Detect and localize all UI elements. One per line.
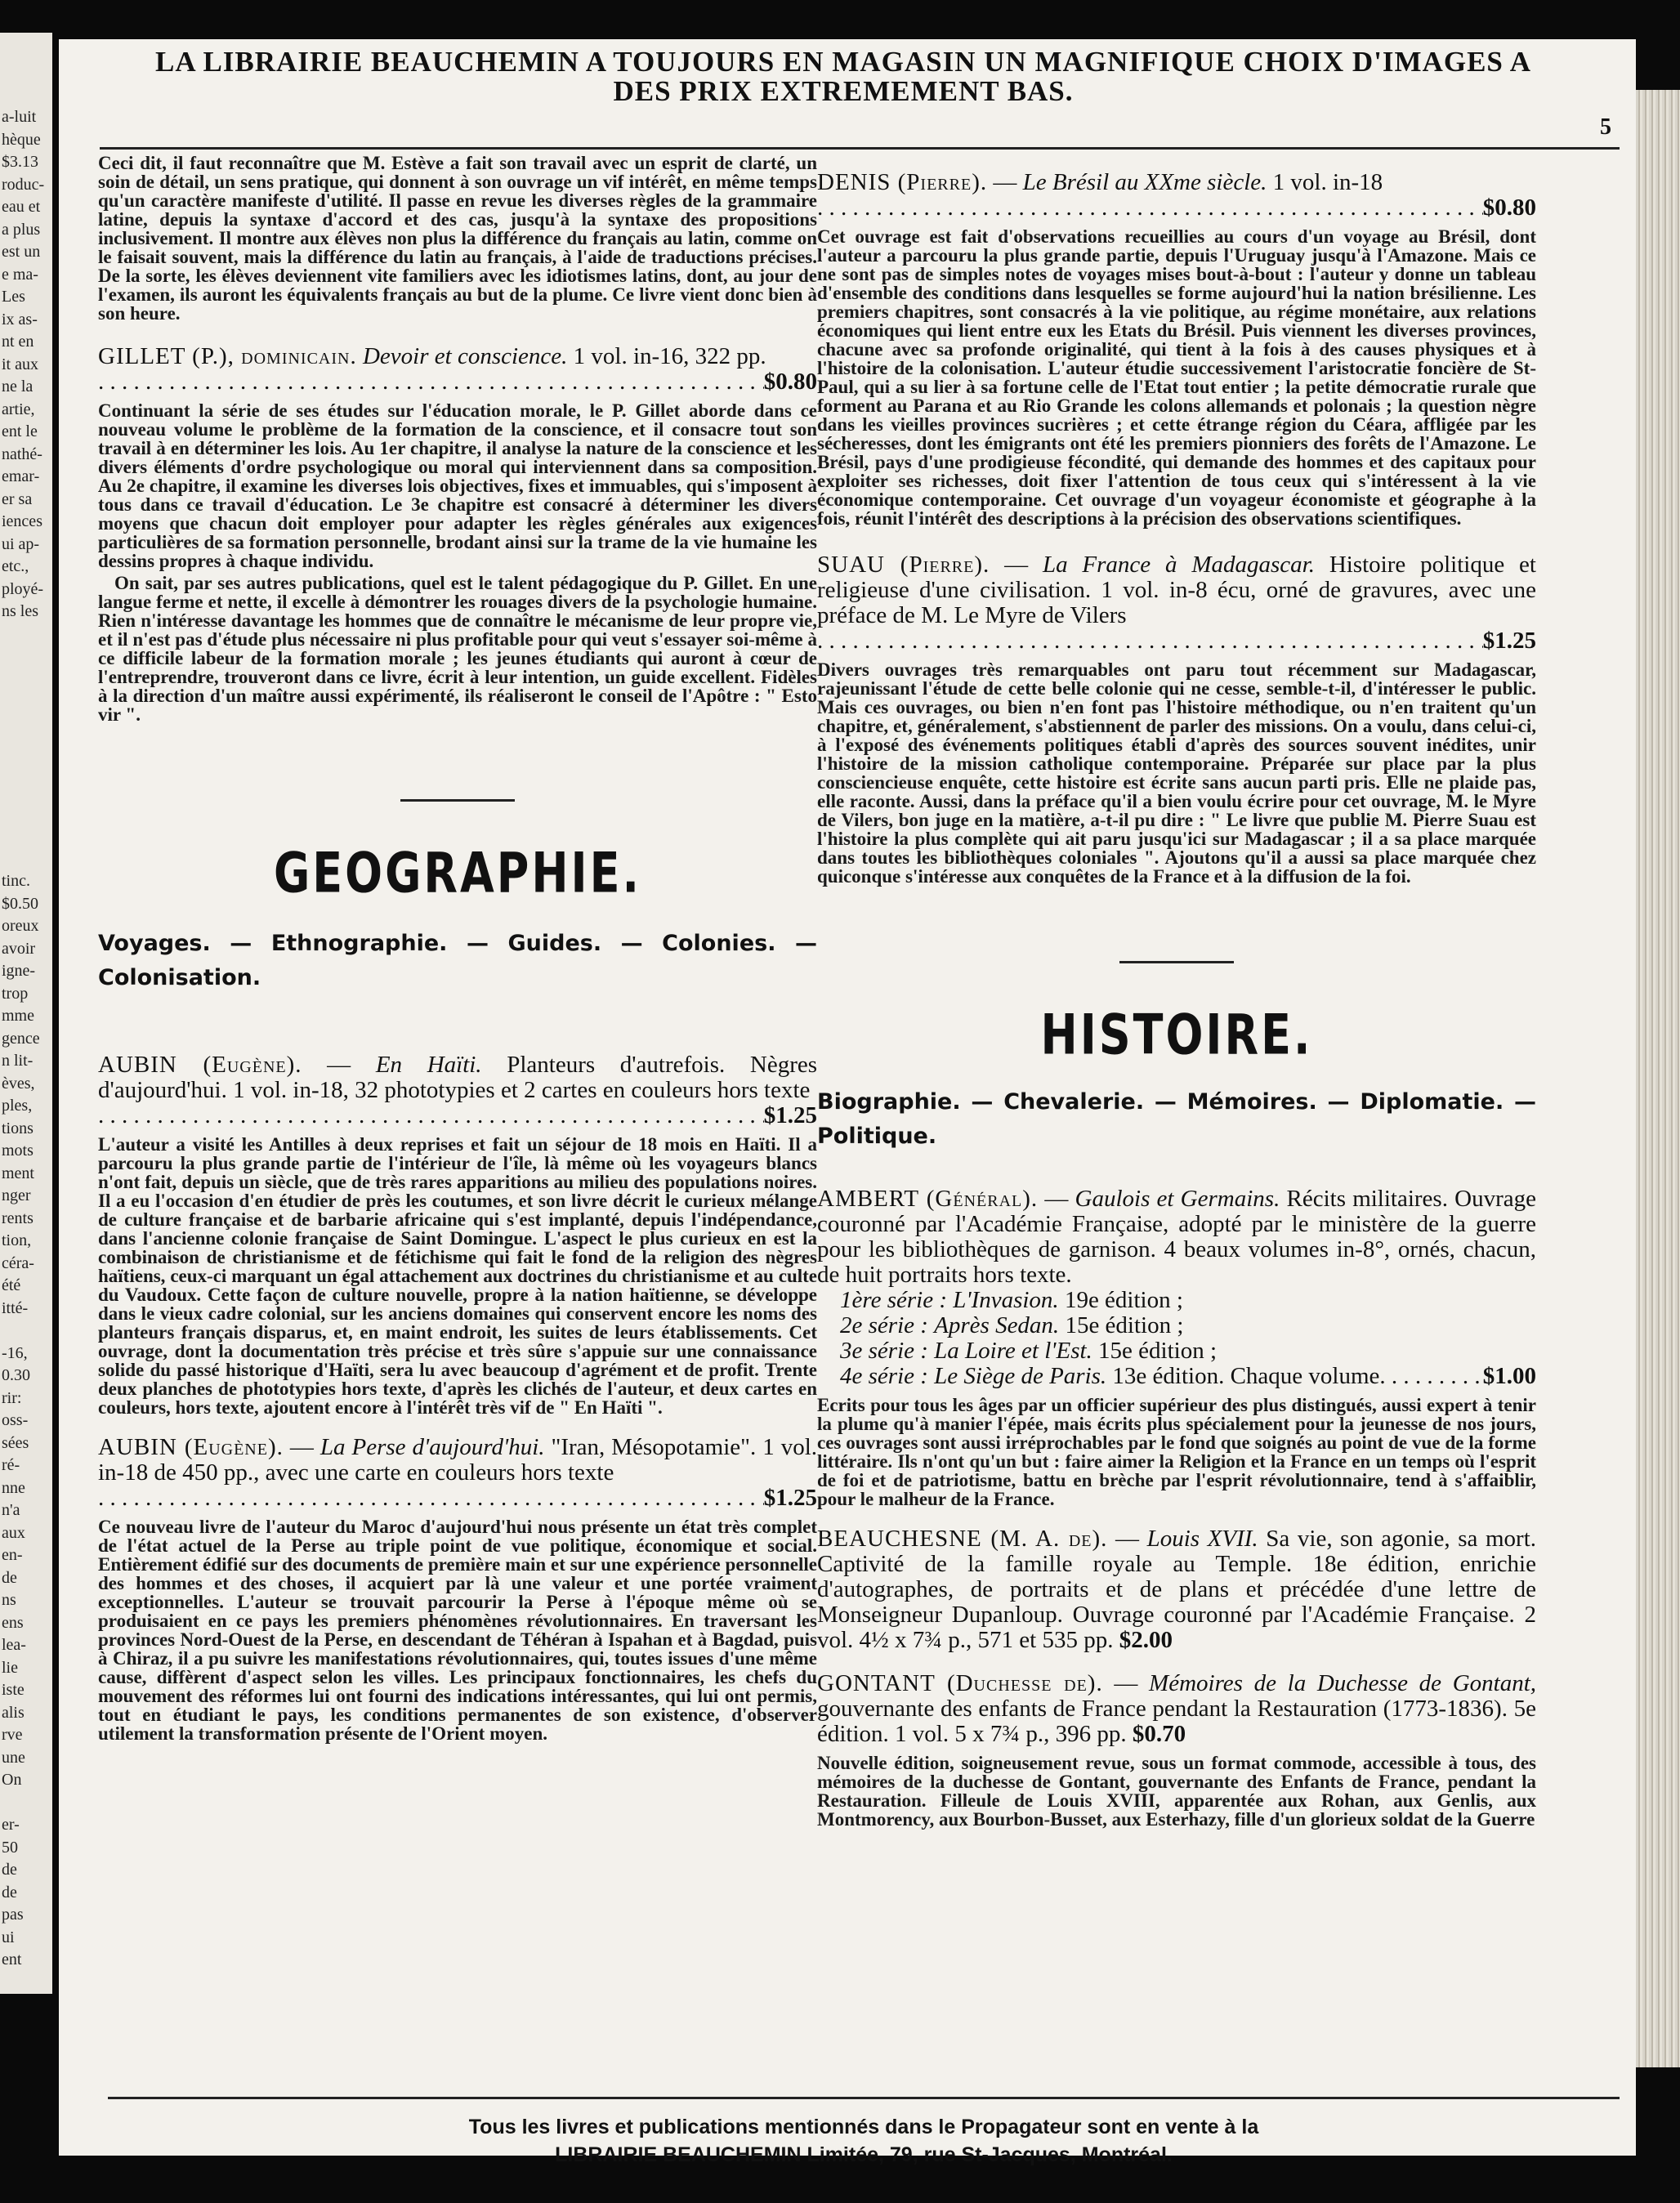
- book-details: 1 vol. in-18: [1272, 169, 1383, 195]
- prev-page-fragment: tinc.: [2, 872, 30, 890]
- prev-page-fragment: er-: [2, 1816, 20, 1834]
- price-line: [98, 1103, 817, 1128]
- book-author: DENIS (Pierre).: [817, 169, 988, 195]
- book-author: AUBIN (Eugène).: [98, 1052, 302, 1078]
- section-subtitle-geographie: Voyages. — Ethnographie. — Guides. — Colonies. — Colonisation.: [98, 931, 817, 990]
- series-label: 1ère série :: [840, 1287, 947, 1313]
- book-price: $2.00: [1119, 1627, 1173, 1653]
- footer: [108, 2113, 1620, 2169]
- prev-page-fragment: ne la: [2, 378, 34, 395]
- book-title: La France à Madagascar.: [1042, 552, 1315, 578]
- prev-page-fragment: lea-: [2, 1636, 26, 1654]
- book-author: BEAUCHESNE (M. A. de).: [817, 1526, 1108, 1552]
- prev-page-fragment: e ma-: [2, 265, 38, 284]
- prev-page-fragment: Les: [2, 288, 25, 306]
- book-details: Planteurs d'autrefois. Nègres d'aujourd'hui. 1 vol. in-18, 32 phototypies et 2 cartes en couleurs hors texte: [98, 1052, 818, 1103]
- right-column: [817, 154, 1536, 1847]
- book-price: $1.25: [763, 1485, 817, 1511]
- book-description-2: On sait, par ses autres publications, quel est le talent pédagogique du P. Gillet. En une langue ferme et nette, il excelle à démontrer les rouages divers de la psychologie humaine. Rien n'intéresse davantage les hommes que de connaître le mécanisme de leur propre vie, et il n'est pas d'étude plus nécessaire ni plus profitable pour qui veut s'essayer soi-même à ce difficile labeur de la formation morale ; les jeunes étudiants qui auront à cœur de l'entreprendre, trouveront dans ce livre, écrit à leur intention, un guide excellent. Fidèles à la direction d'un maître aussi expérimenté, ils réaliseront le conseil de l'Apôtre : " Esto vir ".: [98, 573, 817, 725]
- prev-page-fragment: lie: [2, 1658, 18, 1677]
- book-title: Louis XVII.: [1146, 1526, 1258, 1552]
- book-price: $1.25: [763, 1102, 817, 1128]
- entry-heading: DENIS (Pierre). — Le Brésil au XXme siècle. 1 vol. in-18: [817, 169, 1383, 195]
- page-number: 5: [1600, 114, 1611, 140]
- series-title: Après Sedan.: [934, 1312, 1060, 1338]
- price-line: [98, 369, 817, 395]
- series-label: 3e série :: [840, 1338, 928, 1364]
- footer-line-2: LIBRAIRIE BEAUCHEMIN Limitée, 79, rue St-Jacques, Montréal.: [555, 2143, 1173, 2166]
- prev-page-fragment: avoir: [2, 939, 36, 958]
- prev-page-fragment: alis: [2, 1703, 25, 1722]
- price-line: [817, 628, 1536, 654]
- book-author: AUBIN (Eugène).: [98, 1434, 284, 1460]
- book-title: En Haïti.: [375, 1052, 482, 1078]
- series-edition: 15e édition ;: [1098, 1338, 1218, 1364]
- prev-page-fragment: $0.50: [2, 894, 38, 913]
- prev-page-fragment: de: [2, 1883, 17, 1901]
- prev-page-fragment: etc.,: [2, 557, 29, 575]
- series-label: 2e série :: [840, 1312, 928, 1338]
- entry-heading: AMBERT (Général). — Gaulois et Germains. Récits militaires. Ouvrage couronné par l'Académie Française, adopté par le ministère de la guerre pour les bibliothèques de garnison. 4 beaux volumes in-8°, ornés, chacun, de huit portraits hors texte.: [817, 1186, 1536, 1288]
- prev-page-fragment: $3.13: [2, 153, 38, 171]
- section-title-histoire: HISTOIRE.: [1040, 1003, 1313, 1067]
- prev-page-fragment: rents: [2, 1209, 34, 1227]
- prev-page-fragment: artie,: [2, 400, 35, 418]
- prev-page-fragment: ui ap-: [2, 534, 40, 553]
- series-item: [817, 1313, 1536, 1338]
- footer-line-1: Tous les livres et publications mentionnés dans le Propagateur sont en vente à la: [468, 2116, 1259, 2138]
- book-title: Mémoires de la Duchesse de Gontant,: [1149, 1670, 1537, 1696]
- prev-page-fragment: roduc-: [2, 175, 45, 194]
- prev-page-fragment: aux: [2, 1523, 25, 1542]
- series-item: [817, 1364, 1536, 1389]
- prev-page-fragment: it aux: [2, 355, 38, 373]
- book-description: Cet ouvrage est fait d'observations recueillies au cours d'un voyage au Brésil, dont l'auteur a parcouru la plus grande partie, depuis l'Uruguay jusqu'à l'Amazone. Mais ce ne sont pas de simples notes de voyages mises bout-à-bout : l'auteur y donne un tableau d'ensemble des conditions dans lesquelles se forme aujourd'hui la nation brésilienne. Les premiers chapitres, sont consacrés à la vie politique, au régime monétaire, aux relations économiques qui lient entre eux les Etats du Brésil. Puis viennent les diverses provinces, chacune avec sa profonde originalité, qui tient à la fois à des causes physiques et à l'histoire de la colonisation. L'auteur étudie successivement l'aristocratie foncière de St-Paul, qui a su lier à sa fortune celle de l'Etat tout entier ; la petite démocratie rurale que forment au Parana et au Rio Grande les colons allemands et polonais ; la question nègre dans les vieilles provinces sucrières ; et cette étrange région du Céara, affligée par les sécheresses, dont les émigrants ont été les premiers pionniers des forêts de l'Amazone. Le Brésil, pays d'une prodigieuse fécondité, qui demande des hommes et des capitaux pour exploiter ses richesses, doit fixer l'attention de tous ceux qui s'intéressent à la vie économique contemporaine. Cet ouvrage d'un voyageur économiste et géographe à la fois, réunit l'intérêt des descriptions à la précision des observations scientifiques.: [817, 226, 1536, 529]
- book-description: L'auteur a visité les Antilles à deux reprises et fait un séjour de 18 mois en Haïti. Il a parcouru la plus grande partie de l'intérieur de l'île, là même où les voyageurs blancs n'ont fait, depuis un siècle, que de très rares apparitions au milieu des populations noires. Il a eu l'occasion d'en étudier de près les coutumes, et son livre décrit le curieux mélange de culture française et de barbarie africaine qui s'est implanté, depuis l'indépendance, dans l'ancienne colonie française de Saint Domingue. L'aspect le plus curieux en est la combinaison de christianisme et de fétichisme qui fait le fond de la religion des nègres haïtiens, ceux-ci marquant un égal attachement aux doctrines du christianisme et au culte du Vaudoux. Cette façon de culture nouvelle, propre à la nation haïtienne, se développe dans le vieux cadre colonial, sur les anciens domaines qui conservent encore les noms des planteurs français disparus, et, en maint endroit, les suites de leurs établissements. Cet ouvrage, dont la documentation très précise et très sûre s'appuie sur une connaissance solide du passé historique d'Haïti, sera lu avec beaucoup d'agrément et de profit. Trente deux planches de phototypies hors texte, d'après les clichés de l'auteur, et deux cartes en couleurs, hors texte, ajoutent encore à l'intérêt très vif de " En Haïti ".: [98, 1134, 817, 1418]
- prev-page-fragment: n'a: [2, 1501, 20, 1519]
- prev-page-fragment: été: [2, 1276, 21, 1294]
- book-details: gouvernante des enfants de France pendant la Restauration (1773-1836). 5e édition. 1 vol. 5 x 7¾ p., 396 pp.: [817, 1696, 1536, 1747]
- prev-page-fragment: trop: [2, 984, 29, 1003]
- prev-page-fragment: ployé-: [2, 579, 44, 598]
- prev-page-fragment: ent: [2, 1951, 22, 1968]
- book-title: Le Brésil au XXme siècle.: [1022, 169, 1267, 195]
- prev-page-fragment: nger: [2, 1186, 31, 1204]
- prev-page-fragment: tions: [2, 1119, 34, 1137]
- prev-page-fragment: gence: [2, 1029, 40, 1048]
- left-column: [98, 154, 817, 1761]
- prev-page-fragment: ix as-: [2, 310, 38, 328]
- prev-page-fragment: tion,: [2, 1231, 32, 1249]
- prev-page-fragment: hèque: [2, 130, 41, 149]
- prev-page-fragment: sées: [2, 1433, 29, 1452]
- prev-page-fragment: de: [2, 1861, 17, 1879]
- book-entry-gillet: [98, 344, 817, 724]
- entry-heading: [98, 344, 817, 369]
- prev-page-fragment: igne-: [2, 962, 36, 980]
- book-entry-ambert: [817, 1186, 1536, 1508]
- prev-page-fragment: nt en: [2, 333, 34, 351]
- footer-rule: [108, 2097, 1620, 2099]
- book-entry-denis: [817, 170, 1536, 528]
- book-details: "Iran, Mésopotamie". 1 vol. in-18 de 450 pp., avec une carte en couleurs hors texte: [98, 1434, 818, 1486]
- series-label: 4e série :: [840, 1363, 928, 1389]
- continuation-text: Ceci dit, il faut reconnaître que M. Estève a fait son travail avec un esprit de clarté, un soin de détail, un sens pratique, qui donnent à son ouvrage un vif intérêt, en même temps qu'un caractère manifeste d'utilité. Il passe en revue les diverses règles de la grammaire latine, depuis la syntaxe d'accord et des cas, jusqu'à la syntaxe des propositions inclusivement. Il montre aux élèves non plus la différence du français au latin, comme on le faisait souvent, mais la différence du latin au français, à l'aide de traductions précises. De la sorte, les élèves deviennent vite familiers avec les idiotismes latins, dont, au jour de l'examen, ils auront les équivalents français au but de la plume. Ce livre vient donc bien à son heure.: [98, 153, 817, 324]
- series-edition: 19e édition ;: [1064, 1287, 1183, 1313]
- book-entry-suau: [817, 552, 1536, 886]
- prev-page-fragment: nathé-: [2, 445, 42, 463]
- entry-heading: AUBIN (Eugène). — La Perse d'aujourd'hui. "Iran, Mésopotamie". 1 vol. in-18 de 450 pp., avec une carte en couleurs hors texte: [98, 1434, 818, 1486]
- prev-page-fragment: ment: [2, 1164, 34, 1182]
- entry-heading: GONTANT (Duchesse de). — Mémoires de la Duchesse de Gontant, gouvernante des enfants de France pendant la Restauration (1773-1836). 5e édition. 1 vol. 5 x 7¾ p., 396 pp. $0.70: [817, 1670, 1537, 1747]
- prev-page-fragment: une: [2, 1748, 25, 1767]
- series-edition: 15e édition ;: [1065, 1312, 1184, 1338]
- prev-page-fragment: -16,: [2, 1343, 28, 1362]
- prev-page-fragment: ent le: [2, 422, 38, 440]
- prev-page-fragment: ui: [2, 1928, 15, 1946]
- series-title: La Loire et l'Est.: [934, 1338, 1092, 1364]
- prev-page-fragment: en-: [2, 1546, 23, 1564]
- series-item: [817, 1338, 1536, 1364]
- book-details: Sa vie, son agonie, sa mort. Captivité de la famille royale au Temple. 18e édition, enrichie d'autographes, de portraits et de plans et précédée d'une lettre de Monseigneur Dupanloup. Ouvrage couronné par l'Académie Française. 2 vol. 4½ x 7¾ p., 571 et 535 pp.: [817, 1526, 1537, 1653]
- prev-page-fragment: de: [2, 1568, 17, 1587]
- book-entry-aubin-haiti: [98, 1052, 817, 1417]
- prev-page-fragment: emar-: [2, 467, 40, 485]
- book-description: Ecrits pour tous les âges par un officier supérieur des plus distingués, aussi expert à tenir la plume qu'à manier l'épée, mais écrits plus spécialement pour la jeunesse de nos jours, ces ouvrages sont aussi irréprochables par le fond que soignés au point de vue de la forme littéraire. Ils n'ont qu'un but : faire aimer la Religion et la France en un temps où l'esprit de foi et de patriotisme, battu en brèche par l'esprit révolutionnaire, tend à s'affaiblir, pour le malheur de la France.: [817, 1395, 1536, 1509]
- book-description: Ce nouveau livre de l'auteur du Maroc d'aujourd'hui nous présente un état très complet de l'état actuel de la Perse au triple point de vue politique, économique et social. Entièrement édifié sur des documents de première main et sur une expérience personnelle des hommes et des choses, il acquiert par là une valeur et une portée vraiment exceptionnelles. L'auteur se trouvait parcourir la Perse à l'époque même où se produisaient en ce pays les premiers phénomènes révolutionnaires. En traversant les provinces Nord-Ouest de la Perse, en descendant de Téhéran à Ispahan et à Bagdad, puis à Chiraz, il a pu suivre les manifestations révolutionnaires, qui, toutes issues d'une même cause, diffèrent d'aspect selon les villes. Les principaux fonctionnaires, les chefs du mouvement des réformes lui ont fourni des indications intéressantes, qui lui ont permis, tout en étudiant le pays, les conditions permanentes de son existence, d'observer utilement la transformation présente de l'Orient moyen.: [98, 1517, 817, 1744]
- book-price: $1.25: [1482, 628, 1536, 654]
- book-description: Continuant la série de ses études sur l'éducation morale, le P. Gillet aborde dans ce nouveau volume le problème de la formation de la conscience, et il consacre tout son travail à en déterminer les lois. Au 1er chapitre, il analyse la nature de la conscience et les divers éléments d'ordre psychologique ou moral qui interviennent dans sa composition. Au 2e chapitre, il examine les diverses lois objectives, fixes et immuables, qui s'imposent à tous dans ce travail d'éducation. Le 3e chapitre est consacré à déterminer les divers moyens que chacun doit employer pour adapter les règles générales aux exigences particulières de sa formation personnelle, brodant ainsi sur la trame de la vie humaine les dessins propres à chaque individu.: [98, 400, 817, 571]
- book-price: $0.80: [763, 369, 817, 395]
- book-title: Gaulois et Germains.: [1075, 1186, 1280, 1212]
- prev-page-fragment: a plus: [2, 220, 41, 239]
- section-title-geographie: GEOGRAPHIE.: [273, 841, 642, 905]
- prev-page-fragment: ens: [2, 1613, 24, 1632]
- prev-page-fragment: ns les: [2, 602, 38, 620]
- prev-page-fragment: 0.30: [2, 1366, 30, 1384]
- prev-page-fragment: eau et: [2, 198, 41, 216]
- prev-page-fragment: ples,: [2, 1097, 33, 1115]
- prev-page-fragment: mots: [2, 1142, 34, 1160]
- prev-page-fragment: iences: [2, 512, 42, 530]
- series-item: [817, 1288, 1536, 1313]
- prev-page-fragment: oss-: [2, 1411, 29, 1429]
- book-entry-gontant: [817, 1671, 1536, 1829]
- prev-page-fragment: oreux: [2, 917, 39, 935]
- book-details: Histoire politique et religieuse d'une civilisation. 1 vol. in-8 écu, orné de gravures, avec une préface de M. Le Myre de Vilers: [817, 552, 1536, 628]
- page: [59, 39, 1636, 2166]
- prev-page-fragment: èves,: [2, 1074, 35, 1093]
- book-details: 1 vol. in-16, 322 pp.: [573, 343, 766, 369]
- prev-page-fragment: nne: [2, 1478, 25, 1497]
- book-title: Devoir et conscience.: [362, 343, 568, 369]
- prev-page-fragment: mme: [2, 1007, 34, 1025]
- entry-heading: BEAUCHESNE (M. A. de). — Louis XVII. Sa vie, son agonie, sa mort. Captivité de la famille royale au Temple. 18e édition, enrichie d'autographes, de portraits et de plans et précédée d'une lettre de Monseigneur Dupanloup. Ouvrage couronné par l'Académie Française. 2 vol. 4½ x 7¾ p., 571 et 535 pp. $2.00: [817, 1526, 1537, 1653]
- prev-page-fragment: est un: [2, 243, 41, 261]
- price-line: [817, 195, 1536, 221]
- entry-heading: SUAU (Pierre). — La France à Madagascar. Histoire politique et religieuse d'une civilisation. 1 vol. in-8 écu, orné de gravures, avec une préface de M. Le Myre de Vilers: [817, 552, 1536, 628]
- prev-page-fragment: 50: [2, 1838, 18, 1857]
- prev-page-fragment: ns: [2, 1591, 16, 1609]
- prev-page-fragment: iste: [2, 1681, 25, 1699]
- book-author: GILLET (P.), dominicain.: [98, 343, 357, 369]
- book-author: GONTANT (Duchesse de).: [817, 1670, 1103, 1696]
- book-price: $1.00: [1482, 1363, 1536, 1389]
- prev-page-fragment: n lit-: [2, 1052, 34, 1070]
- prev-page-fragment: rir:: [2, 1388, 22, 1407]
- price-line: [98, 1486, 817, 1511]
- series-edition: 13e édition. Chaque volume: [1112, 1363, 1380, 1389]
- section-subtitle-histoire: Biographie. — Chevalerie. — Mémoires. — Diplomatie. — Politique.: [817, 1089, 1536, 1149]
- book-price: $0.70: [1132, 1721, 1186, 1747]
- book-entry-beauchesne: [817, 1526, 1536, 1653]
- book-title: La Perse d'aujourd'hui.: [319, 1434, 545, 1460]
- prev-page-fragment: itté-: [2, 1298, 29, 1317]
- book-entry-aubin-perse: [98, 1435, 817, 1743]
- series-title: Le Siège de Paris.: [934, 1363, 1107, 1389]
- prev-page-fragment: pas: [2, 1906, 24, 1924]
- previous-page-strip: [0, 33, 52, 1994]
- book-description: Nouvelle édition, soigneusement revue, sous un format commode, accessible à tous, des mémoires de la duchesse de Gontant, gouvernante des Enfants de France, pendant la Restauration. Filleule de Louis XVIII, apparentée aux Rohan, aux Genlis, aux Montmorency, aux Bourbon-Busset, aux Esterhazy, fille d'un glorieux soldat de la Guerre: [817, 1753, 1536, 1830]
- series-title: L'Invasion.: [953, 1287, 1059, 1313]
- book-description: Divers ouvrages très remarquables ont paru tout récemment sur Madagascar, rajeunissant l'étude de cette belle colonie qui ne cesse, semble-t-il, d'intéresser le public. Mais ces ouvrages, ou bien n'en font pas l'histoire méthodique, ou n'en traitent qu'un chapitre, et, généralement, s'abstiennent de parler des missions. On a voulu, dans celui-ci, à l'exposé des événements politiques établi d'après des sources souvent inédites, unir l'histoire de la mission catholique contemporaine. Préparée sur place par la plus consciencieuse enquête, cette histoire est écrite sans aucun parti pris. Elle ne plaide pas, elle raconte. Aussi, dans la préface qu'il a bien voulu écrire pour cet ouvrage, M. le Myre de Vilers, bon juge en la matière, a-t-il pu dire : " Le livre que publie M. Pierre Suau est l'histoire la plus complète qui ait paru jusqu'ici sur Madagascar ; il a sa place marquée dans toutes les bibliothèques coloniales ". Ajoutons qu'il a aussi sa place marquée chez quiconque s'intéresse aux conquêtes de la France et à la diffusion de la foi.: [817, 659, 1536, 887]
- prev-page-fragment: a-luit: [2, 108, 37, 126]
- header-rule: [100, 147, 1620, 150]
- prev-page-fragment: ré-: [2, 1456, 20, 1474]
- book-author: AMBERT (Général).: [817, 1186, 1039, 1212]
- book-author: SUAU (Pierre).: [817, 552, 990, 578]
- book-page-edges: [1636, 90, 1680, 2067]
- book-details: Récits militaires. Ouvrage couronné par l'Académie Française, adopté par le ministère de la guerre pour les bibliothèques de garnison. 4 beaux volumes in-8°, ornés, chacun, de huit portraits hors texte.: [817, 1186, 1536, 1288]
- prev-page-fragment: On: [2, 1771, 22, 1789]
- entry-heading: AUBIN (Eugène). — En Haïti. Planteurs d'autrefois. Nègres d'aujourd'hui. 1 vol. in-18, 32 phototypies et 2 cartes en couleurs hors texte: [98, 1052, 818, 1103]
- book-price: $0.80: [1482, 194, 1536, 221]
- prev-page-fragment: er sa: [2, 489, 33, 508]
- top-banner: LA LIBRAIRIE BEAUCHEMIN A TOUJOURS EN MAGASIN UN MAGNIFIQUE CHOIX D'IMAGES A DES PRIX EXTREMEMENT BAS.: [155, 46, 1531, 107]
- prev-page-fragment: céra-: [2, 1253, 34, 1272]
- prev-page-fragment: rve: [2, 1726, 23, 1744]
